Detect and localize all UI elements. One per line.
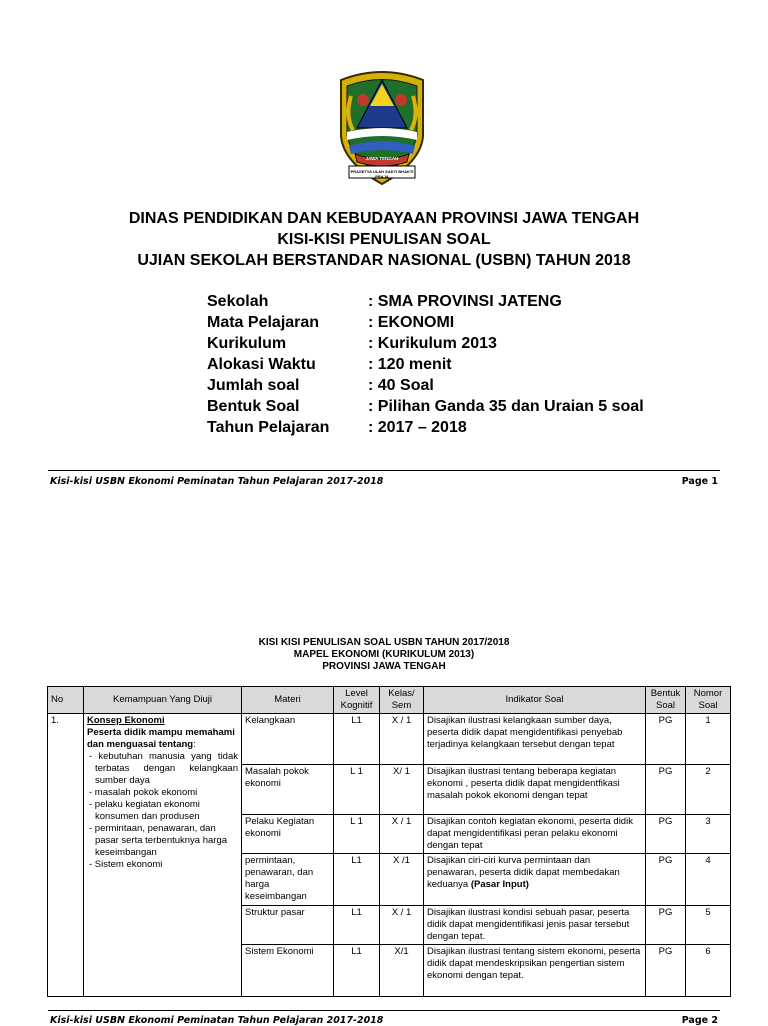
cell-nomor: 2 xyxy=(686,765,731,815)
cell-indikator xyxy=(424,906,646,945)
info-value-bentuk-soal: : Pilihan Ganda 35 dan Uraian 5 soal xyxy=(368,398,644,415)
cell-kelas: X/ 1 xyxy=(380,765,424,815)
cell-kelas: X / 1 xyxy=(380,815,424,854)
indikator-text: Disajikan ilustrasi kondisi sebuah pasar, peserta didik dapat mengidentifikasi jenis pasar tersebut dengan tepat. xyxy=(427,907,630,942)
cell-bentuk: PG xyxy=(646,945,686,997)
cell-kelas: X/1 xyxy=(380,945,424,997)
info-value-tahun-pelajaran: : 2017 – 2018 xyxy=(368,419,467,436)
title-line-3: UJIAN SEKOLAH BERSTANDAR NASIONAL (USBN) TAHUN 2018 xyxy=(137,252,631,269)
header-no: No xyxy=(48,687,84,714)
cell-bentuk: PG xyxy=(646,714,686,765)
cell-nomor: 6 xyxy=(686,945,731,997)
cell-materi: permintaan, penawaran, dan harga keseimbangan xyxy=(242,854,334,906)
info-value-kurikulum: : Kurikulum 2013 xyxy=(368,335,497,352)
header-kelas-sem: Kelas/ Sem xyxy=(380,687,424,714)
indikator-text: Disajikan contoh kegiatan ekonomi, peserta didik dapat mengidentifikasi peran pelaku ekonomi dengan tepat xyxy=(427,816,633,851)
cell-nomor: 1 xyxy=(686,714,731,765)
jawa-tengah-coat-of-arms-icon xyxy=(327,66,437,188)
info-label-mata-pelajaran: Mata Pelajaran xyxy=(207,314,320,331)
title-line-1: DINAS PENDIDIKAN DAN KEBUDAYAAN PROVINSI JAWA TENGAH xyxy=(128,210,640,227)
page2-title-line-1: KISI KISI PENULISAN SOAL USBN TAHUN 2017/2018 xyxy=(258,637,510,648)
info-label-kurikulum: Kurikulum xyxy=(207,335,287,352)
cell-no: 1. xyxy=(48,714,84,997)
header-level-kognitif: Level Kognitif xyxy=(334,687,380,714)
page2-title-line-3: PROVINSI JAWA TENGAH xyxy=(322,661,446,672)
kemampuan-intro-end: : xyxy=(193,739,196,750)
cell-bentuk: PG xyxy=(646,815,686,854)
header-bentuk-soal: Bentuk Soal xyxy=(646,687,686,714)
info-value-mata-pelajaran: : EKONOMI xyxy=(368,314,455,331)
cell-bentuk: PG xyxy=(646,854,686,906)
footer-page-number: Page 1 xyxy=(681,476,718,487)
cell-materi: Pelaku Kegiatan ekonomi xyxy=(242,815,334,854)
cell-level: L1 xyxy=(334,714,380,765)
info-label-tahun-pelajaran: Tahun Pelajaran xyxy=(207,419,330,436)
logo-motto-text: PRASETYA ULAH SAKTI BHAKTI PRAJA xyxy=(350,169,414,179)
info-label-jumlah-soal: Jumlah soal xyxy=(207,377,300,394)
info-label-sekolah: Sekolah xyxy=(207,293,269,310)
kemampuan-item: - masalah pokok ekonomi xyxy=(89,787,198,798)
header-kemampuan: Kemampuan Yang Diuji xyxy=(84,687,242,714)
cell-materi: Sistem Ekonomi xyxy=(242,945,334,997)
logo-ribbon-text: JAWA TENGAH xyxy=(365,156,399,161)
table-row xyxy=(48,714,731,765)
kemampuan-intro: Peserta didik mampu memahami dan menguasai tentang xyxy=(87,727,235,750)
cell-level: L1 xyxy=(334,906,380,945)
kemampuan-heading: Konsep Ekonomi xyxy=(87,715,165,726)
page2-title-line-2: MAPEL EKONOMI (KURIKULUM 2013) xyxy=(293,649,475,660)
cell-indikator xyxy=(424,765,646,815)
kemampuan-item: - Sistem ekonomi xyxy=(89,859,163,870)
footer2-text: Kisi-kisi USBN Ekonomi Peminatan Tahun Pelajaran 2017-2018 xyxy=(50,1015,384,1026)
info-label-bentuk-soal: Bentuk Soal xyxy=(207,398,300,415)
kemampuan-item: - kebutuhan manusia yang tidak terbatas dengan kelangkaan sumber daya xyxy=(89,751,238,786)
indikator-bold-text: (Pasar Input) xyxy=(470,879,529,890)
cell-indikator xyxy=(424,854,646,906)
title-line-2: KISI-KISI PENULISAN SOAL xyxy=(277,231,491,248)
footer-text: Kisi-kisi USBN Ekonomi Peminatan Tahun Pelajaran 2017-2018 xyxy=(50,476,384,487)
info-label-alokasi-waktu: Alokasi Waktu xyxy=(207,356,316,373)
cell-bentuk: PG xyxy=(646,906,686,945)
cell-indikator xyxy=(424,945,646,997)
info-value-alokasi-waktu: : 120 menit xyxy=(368,356,452,373)
cell-materi: Masalah pokok ekonomi xyxy=(242,765,334,815)
cell-nomor: 4 xyxy=(686,854,731,906)
cell-materi: Struktur pasar xyxy=(242,906,334,945)
indikator-text: Disajikan ilustrasi tentang sistem ekonomi, peserta didik dapat mendeskripsikan pengertian sistem ekonomi dengan tepat. xyxy=(427,946,641,981)
cell-level: L 1 xyxy=(334,765,380,815)
info-value-sekolah: : SMA PROVINSI JATENG xyxy=(368,293,562,310)
footer-divider xyxy=(48,470,720,471)
cell-kemampuan xyxy=(84,714,242,997)
kemampuan-item: - permintaan, penawaran, dan pasar serta terbentuknya harga keseimbangan xyxy=(89,823,228,858)
kisi-kisi-table xyxy=(47,686,731,997)
cell-indikator xyxy=(424,714,646,765)
cell-level: L1 xyxy=(334,854,380,906)
cell-kelas: X / 1 xyxy=(380,906,424,945)
table-header-row xyxy=(48,687,731,714)
indikator-text: Disajikan ciri-ciri kurva permintaan dan penawaran, peserta didik dapat membedakan keduanya xyxy=(427,855,620,890)
footer2-page-number: Page 2 xyxy=(681,1015,718,1026)
cell-level: L1 xyxy=(334,945,380,997)
cell-nomor: 3 xyxy=(686,815,731,854)
cell-materi: Kelangkaan xyxy=(242,714,334,765)
cell-level: L 1 xyxy=(334,815,380,854)
cell-nomor: 5 xyxy=(686,906,731,945)
header-indikator-soal: Indikator Soal xyxy=(424,687,646,714)
info-value-jumlah-soal: : 40 Soal xyxy=(368,377,434,394)
cell-indikator xyxy=(424,815,646,854)
footer2-divider xyxy=(48,1010,720,1011)
cell-kelas: X / 1 xyxy=(380,714,424,765)
indikator-text: Disajikan ilustrasi kelangkaan sumber daya, peserta didik dapat mengidentifikasi penyebab terjadinya kelangkaan tersebut dengan tepat xyxy=(427,715,623,750)
header-nomor-soal: Nomor Soal xyxy=(686,687,731,714)
cell-kelas: X /1 xyxy=(380,854,424,906)
cell-bentuk: PG xyxy=(646,765,686,815)
header-materi: Materi xyxy=(242,687,334,714)
indikator-text: Disajikan ilustrasi tentang beberapa kegiatan ekonomi , peserta didik dapat mengidentfikasi masalah pokok ekonomi dengan tepat xyxy=(427,766,620,801)
kemampuan-item: - pelaku kegiatan ekonomi konsumen dan produsen xyxy=(89,799,200,822)
